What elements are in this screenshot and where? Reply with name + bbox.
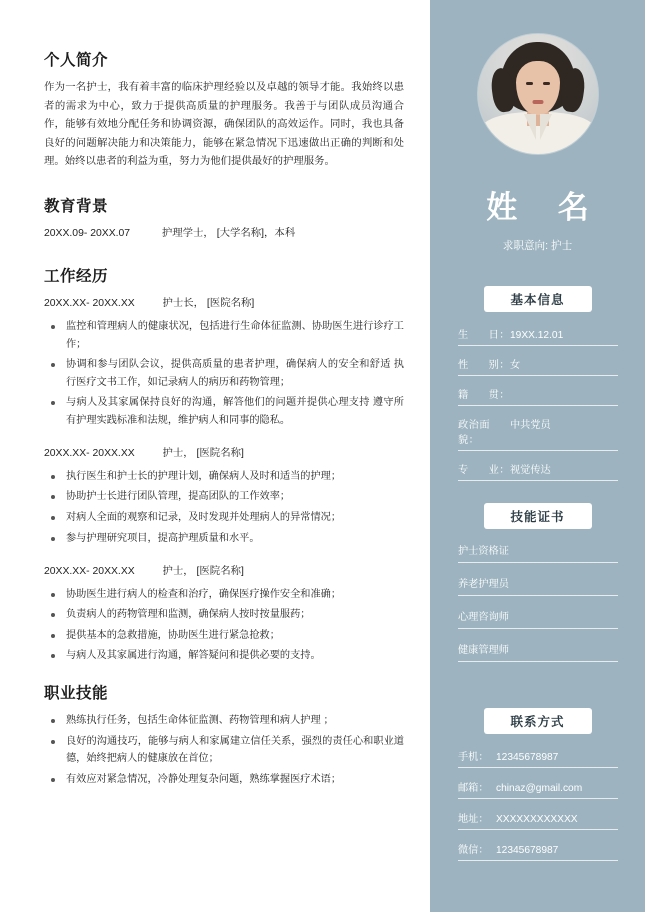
contact-label: 邮箱： [458,783,489,794]
certificate-list [458,542,618,674]
info-label-part: 性 [458,360,469,371]
info-label [458,356,510,371]
info-value: 中共党员 [510,420,551,431]
contact-list [458,748,618,872]
list-item: 负责病人的药物管理和监测，确保病人按时按量服药； [44,606,404,624]
list-item: 协助护士长进行团队管理，提高团队的工作效率； [44,488,404,506]
job-objective: 求职意向: 护士 [502,240,573,252]
avatar [478,34,598,154]
contact-row-address [458,810,618,830]
job-header [44,563,404,581]
info-row-hometown [458,386,618,406]
job-period: 20XX.XX- 20XX.XX [44,566,135,578]
portrait-collar-right [540,114,552,140]
page-title: 姓 名 [486,190,605,225]
portrait-eye-right [543,82,550,85]
info-label-part: 贯： [488,390,510,401]
list-item: 良好的沟通技巧，能够与病人和家属建立信任关系，强烈的责任心和职业道德，始终把病人的健康放在首位； [44,733,404,768]
job-bullet-list [44,586,404,665]
job-company: [医院名称] [196,448,244,460]
info-row-major [458,461,618,481]
experience-job [44,445,404,547]
contact-label: 微信： [458,845,489,856]
info-label-part: 业： [488,465,510,476]
contact-value: XXXXXXXXXXXX [496,814,578,825]
list-item: 健康管理师 [458,641,618,662]
section-title-education: 教育背景 [44,197,109,215]
job-header [44,295,404,313]
info-value: 视觉传达 [510,465,551,476]
profile-paragraph: 作为一名护士，我有着丰富的临床护理经验以及卓越的领导才能。我始终以患者的需求为中心，致力于提供高质量的护理服务。我善于与团队成员沟通合作，能够有效地分配任务和协调资源，确保团队的高效运作。同时，我也具备良好的问题解决能力和决策能力，能够在紧急情况下迅速做出正确的判断和处理。始终以患者的利益为重，努力为他们提供最好的护理服务。 [44,82,404,168]
contact-label: 地址： [458,814,489,825]
list-item: 协调和参与团队会议，提供高质量的患者护理，确保病人的安全和舒适 执行医疗文书工作，如记录病人的病历和药物管理； [44,356,404,391]
job-role: 护士， [162,566,194,578]
info-label [458,326,510,341]
list-item: 协助医生进行病人的检查和治疗，确保医疗操作安全和准确； [44,586,404,604]
list-item: 熟练执行任务，包括生命体征监测、药物管理和病人护理 ； [44,712,404,730]
skills-bullet-list [44,712,404,788]
contact-row-email [458,779,618,799]
info-value: 19XX.12.01 [510,330,564,341]
portrait-eye-left [526,82,533,85]
list-item: 提供基本的急救措施，协助医生进行紧急抢救； [44,627,404,645]
job-role: 护士， [162,448,194,460]
info-row-birthday [458,326,618,346]
info-label-part: 专 [458,465,469,476]
panel-heading-certificates: 技能证书 [484,503,592,529]
contact-value: 12345678987 [496,752,559,763]
info-label: 政治面貌： [458,420,491,446]
education-school: [大学名称]，本科 [216,227,296,239]
info-value: 女 [510,360,521,371]
job-company: [医院名称] [206,298,255,310]
panel-heading-contact: 联系方式 [484,708,592,734]
section-title-skills: 职业技能 [44,684,109,702]
list-item: 参与护理研究项目，提高护理质量和水平。 [44,530,404,548]
resume-right-sidebar [430,0,645,912]
info-label-part: 籍 [458,390,469,401]
education-degree: 护理学士， [161,227,214,239]
list-item: 护士资格证 [458,542,618,563]
experience-job [44,563,404,665]
info-row-political-status [458,416,618,451]
job-header [44,445,404,463]
education-period: 20XX.09- 20XX.07 [44,227,131,239]
info-row-gender [458,356,618,376]
info-label [458,461,510,476]
job-company: [医院名称] [196,566,244,578]
info-label-part: 别： [488,360,510,371]
contact-value: chinaz@gmail.com [496,783,583,794]
job-period: 20XX.XX- 20XX.XX [44,298,135,310]
list-item: 监控和管理病人的健康状况，包括进行生命体征监测、协助医生进行诊疗工作； [44,318,404,353]
list-item: 养老护理员 [458,575,618,596]
portrait-collar-left [524,114,536,140]
job-role: 护士长， [162,298,205,310]
job-bullet-list [44,468,404,547]
basic-info-list [458,326,618,491]
job-bullet-list [44,318,404,429]
list-item: 心理咨询师 [458,608,618,629]
panel-heading-basic-info: 基本信息 [484,286,592,312]
list-item: 执行医生和护士长的护理计划，确保病人及时和适当的护理； [44,468,404,486]
info-label-part: 日： [488,330,510,341]
section-title-profile: 个人简介 [44,52,109,69]
contact-value: 12345678987 [496,845,559,856]
contact-row-phone [458,748,618,768]
info-label-part: 生 [458,330,469,341]
list-item: 对病人全面的观察和记录，及时发现并处理病人的异常情况； [44,509,404,527]
list-item: 有效应对紧急情况，冷静处理复杂问题，熟练掌握医疗术语； [44,771,404,789]
section-title-experience: 工作经历 [44,268,109,286]
portrait-lips [532,100,543,104]
list-item: 与病人及其家属保持良好的沟通，解答他们的问题并提供心理支持 遵守所有护理实践标准和法规，维护病人和同事的隐私。 [44,394,404,429]
education-entry [44,225,404,243]
info-label [458,386,510,401]
contact-label: 手机： [458,752,489,763]
contact-row-wechat [458,841,618,861]
job-period: 20XX.XX- 20XX.XX [44,448,135,460]
experience-job [44,295,404,429]
list-item: 与病人及其家属进行沟通，解答疑问和提供必要的支持。 [44,647,404,665]
